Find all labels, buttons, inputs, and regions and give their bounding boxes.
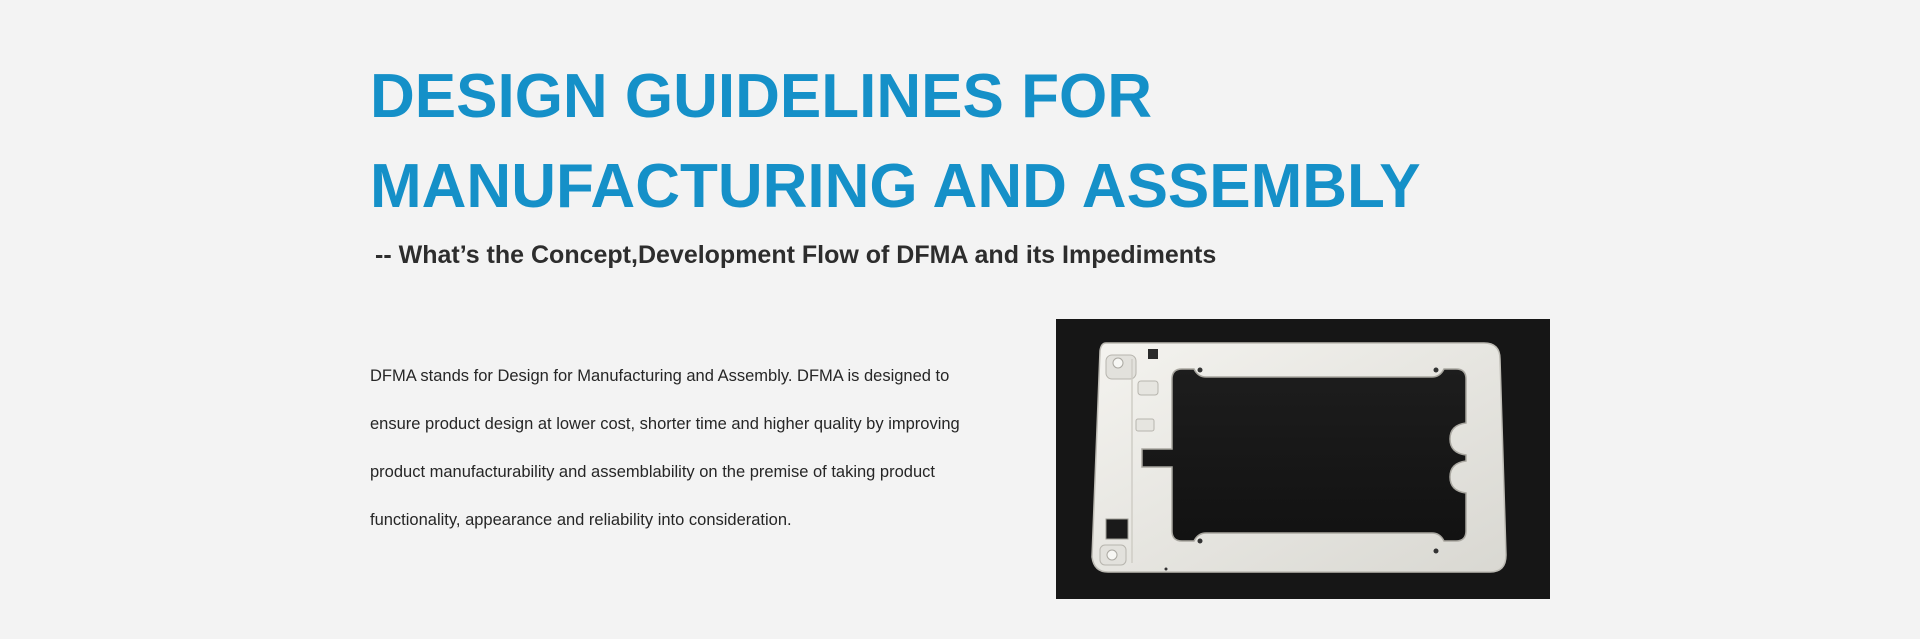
page-title-line-1: DESIGN GUIDELINES FOR [370, 62, 1152, 131]
page-title-line-2: MANUFACTURING AND ASSEMBLY [370, 152, 1421, 221]
product-photo [1056, 319, 1550, 599]
paragraph-line-3: product manufacturability and assemblability on the premise of taking product [370, 463, 935, 481]
page-subtitle: -- What’s the Concept,Development Flow of DFMA and its Impediments [375, 241, 1217, 269]
paragraph-line-4: functionality, appearance and reliability into consideration. [370, 511, 792, 529]
tablet-frame-image [1056, 319, 1550, 599]
paragraph-line-2: ensure product design at lower cost, shorter time and higher quality by improving [370, 415, 960, 433]
frame-opening [1142, 369, 1466, 541]
paragraph-line-1: DFMA stands for Design for Manufacturing and Assembly. DFMA is designed to [370, 367, 950, 385]
page-title [370, 52, 1421, 232]
intro-paragraph [370, 352, 990, 544]
